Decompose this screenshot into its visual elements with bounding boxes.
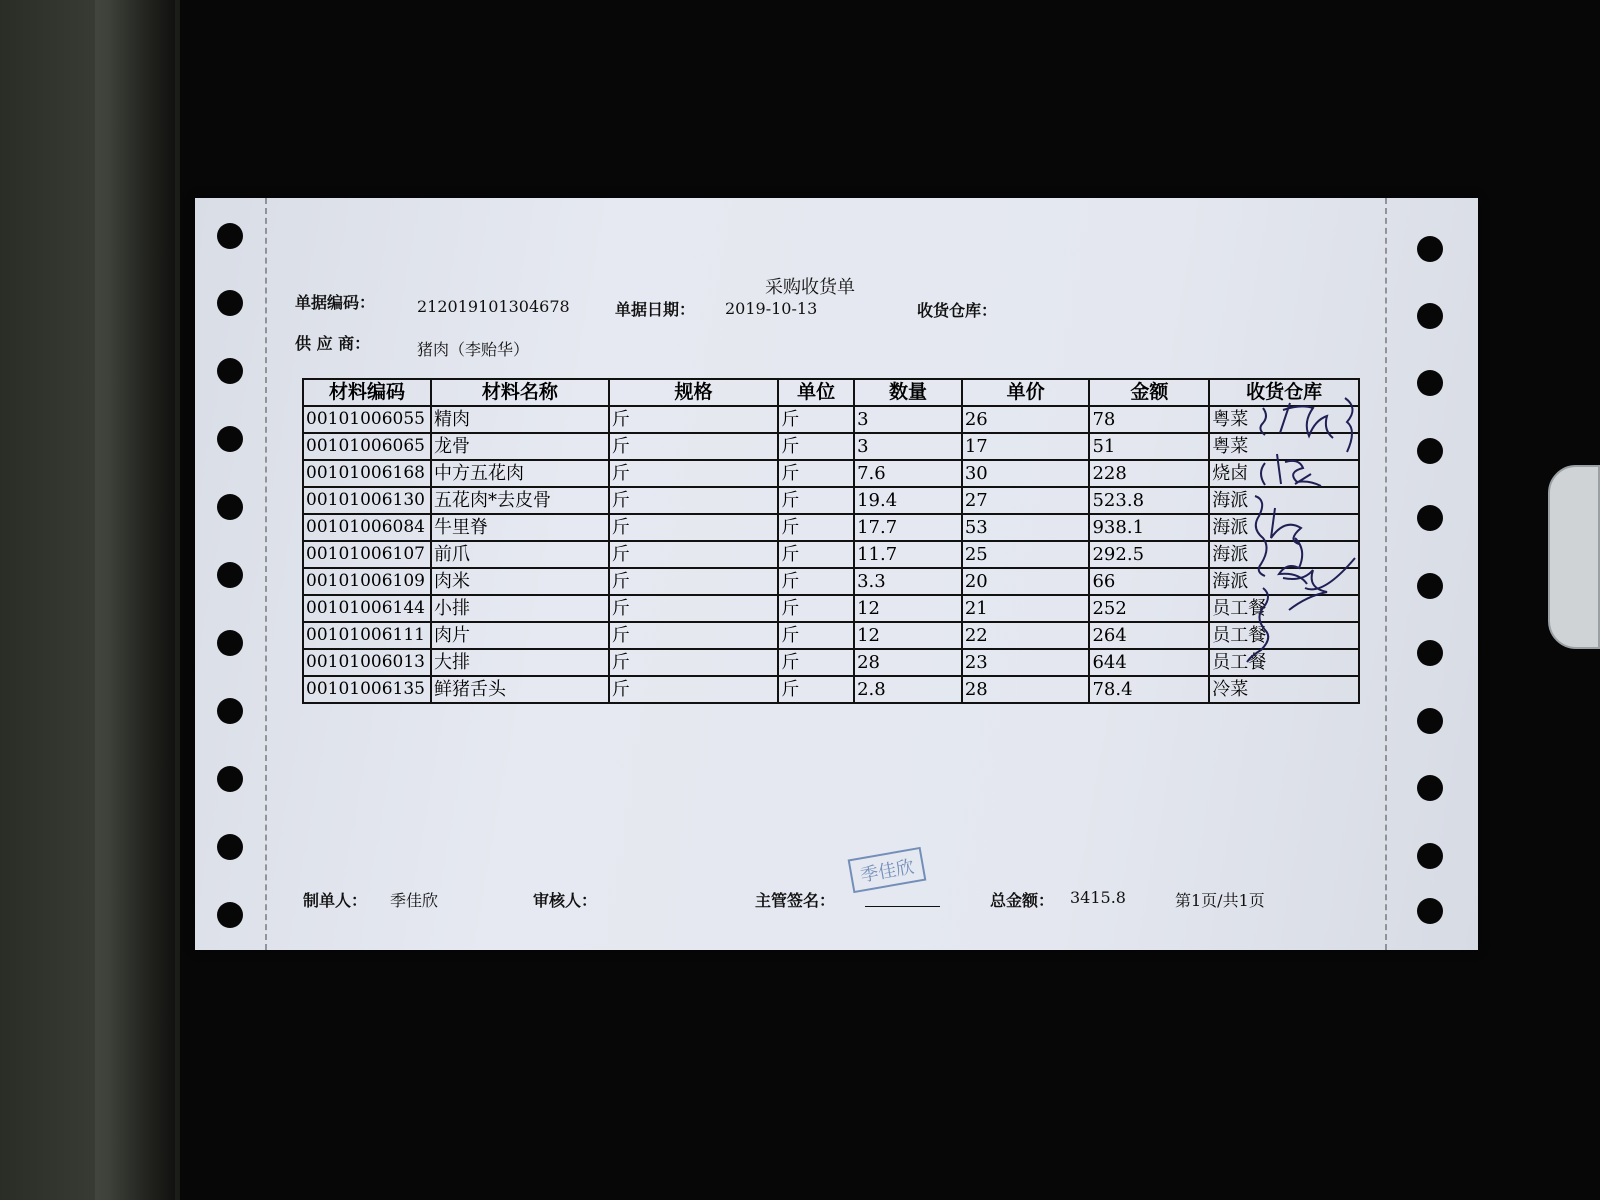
quantity-cell: 3.3 (854, 568, 962, 595)
material-name-cell: 牛里脊 (431, 514, 609, 541)
amount-cell: 523.8 (1089, 487, 1209, 514)
table-row (303, 460, 1359, 487)
table-header-row (303, 379, 1359, 406)
unit-price-cell: 17 (962, 433, 1090, 460)
material-code-cell: 00101006084 (303, 514, 431, 541)
spec-cell: 斤 (609, 406, 778, 433)
supervisor-signature-line (865, 906, 940, 907)
unit-cell: 斤 (778, 541, 854, 568)
warehouse-cell: 员工餐 (1209, 622, 1359, 649)
quantity-cell: 12 (854, 595, 962, 622)
tractor-hole (1417, 898, 1443, 924)
tractor-hole (217, 630, 243, 656)
column-header: 材料名称 (431, 379, 609, 406)
unit-price-cell: 30 (962, 460, 1090, 487)
warehouse-cell: 员工餐 (1209, 649, 1359, 676)
table-row (303, 514, 1359, 541)
phone-edge (1548, 465, 1600, 649)
tractor-hole (1417, 438, 1443, 464)
amount-cell: 66 (1089, 568, 1209, 595)
total-label: 总金额： (990, 891, 1055, 910)
items-table (302, 378, 1360, 704)
left-perforation (265, 198, 267, 950)
material-name-cell: 大排 (431, 649, 609, 676)
table-row (303, 649, 1359, 676)
tractor-hole (1417, 775, 1443, 801)
material-code-cell: 00101006144 (303, 595, 431, 622)
tractor-hole (217, 358, 243, 384)
spec-cell: 斤 (609, 595, 778, 622)
quantity-cell: 7.6 (854, 460, 962, 487)
column-header: 单价 (962, 379, 1090, 406)
unit-price-cell: 20 (962, 568, 1090, 595)
unit-price-cell: 28 (962, 676, 1090, 703)
quantity-cell: 2.8 (854, 676, 962, 703)
material-code-cell: 00101006130 (303, 487, 431, 514)
unit-cell: 斤 (778, 676, 854, 703)
tractor-hole (1417, 505, 1443, 531)
unit-cell: 斤 (778, 433, 854, 460)
unit-cell: 斤 (778, 460, 854, 487)
warehouse-label: 收货仓库： (917, 301, 998, 320)
warehouse-cell: 海派 (1209, 487, 1359, 514)
tractor-hole (217, 562, 243, 588)
table-row (303, 622, 1359, 649)
amount-cell: 51 (1089, 433, 1209, 460)
document-title: 采购收货单 (765, 277, 855, 298)
unit-price-cell: 22 (962, 622, 1090, 649)
supervisor-label: 主管签名： (755, 891, 836, 910)
material-code-cell: 00101006055 (303, 406, 431, 433)
right-perforation (1385, 198, 1387, 950)
unit-cell: 斤 (778, 406, 854, 433)
material-name-cell: 肉片 (431, 622, 609, 649)
tractor-hole (217, 902, 243, 928)
material-name-cell: 前爪 (431, 541, 609, 568)
tractor-hole (1417, 708, 1443, 734)
column-header: 金额 (1089, 379, 1209, 406)
tractor-hole (217, 223, 243, 249)
quantity-cell: 3 (854, 406, 962, 433)
page-indicator: 第1页/共1页 (1175, 891, 1265, 910)
unit-cell: 斤 (778, 514, 854, 541)
warehouse-cell: 员工餐 (1209, 595, 1359, 622)
spec-cell: 斤 (609, 622, 778, 649)
tractor-hole (217, 698, 243, 724)
tractor-hole (217, 766, 243, 792)
warehouse-cell: 海派 (1209, 514, 1359, 541)
column-header: 单位 (778, 379, 854, 406)
amount-cell: 228 (1089, 460, 1209, 487)
material-name-cell: 中方五花肉 (431, 460, 609, 487)
table-row (303, 595, 1359, 622)
tractor-hole (1417, 573, 1443, 599)
material-code-cell: 00101006168 (303, 460, 431, 487)
unit-cell: 斤 (778, 487, 854, 514)
amount-cell: 292.5 (1089, 541, 1209, 568)
tractor-hole (1417, 303, 1443, 329)
quantity-cell: 28 (854, 649, 962, 676)
table-row (303, 406, 1359, 433)
column-header: 材料编码 (303, 379, 431, 406)
desk-surface (0, 0, 180, 1200)
supplier-value: 猪肉（李贻华） (417, 340, 530, 359)
material-name-cell: 鲜猪舌头 (431, 676, 609, 703)
spec-cell: 斤 (609, 487, 778, 514)
unit-price-cell: 25 (962, 541, 1090, 568)
tractor-hole (1417, 370, 1443, 396)
doc-no-value: 212019101304678 (417, 297, 570, 316)
amount-cell: 264 (1089, 622, 1209, 649)
unit-cell: 斤 (778, 649, 854, 676)
column-header: 收货仓库 (1209, 379, 1359, 406)
receipt-paper (195, 198, 1478, 950)
tractor-hole (217, 834, 243, 860)
unit-price-cell: 21 (962, 595, 1090, 622)
handwritten-annotations (1235, 388, 1385, 688)
warehouse-cell: 粤菜 (1209, 406, 1359, 433)
spec-cell: 斤 (609, 541, 778, 568)
material-code-cell: 00101006065 (303, 433, 431, 460)
amount-cell: 78 (1089, 406, 1209, 433)
column-header: 规格 (609, 379, 778, 406)
date-label: 单据日期： (615, 300, 696, 319)
quantity-cell: 11.7 (854, 541, 962, 568)
material-code-cell: 00101006109 (303, 568, 431, 595)
spec-cell: 斤 (609, 514, 778, 541)
spec-cell: 斤 (609, 460, 778, 487)
material-name-cell: 五花肉*去皮骨 (431, 487, 609, 514)
table-row (303, 676, 1359, 703)
unit-cell: 斤 (778, 622, 854, 649)
spec-cell: 斤 (609, 568, 778, 595)
material-code-cell: 00101006107 (303, 541, 431, 568)
table-row (303, 541, 1359, 568)
warehouse-cell: 粤菜 (1209, 433, 1359, 460)
maker-label: 制单人： (303, 891, 368, 910)
unit-cell: 斤 (778, 595, 854, 622)
material-name-cell: 精肉 (431, 406, 609, 433)
spec-cell: 斤 (609, 649, 778, 676)
amount-cell: 78.4 (1089, 676, 1209, 703)
table-row (303, 433, 1359, 460)
unit-price-cell: 27 (962, 487, 1090, 514)
warehouse-cell: 海派 (1209, 541, 1359, 568)
spec-cell: 斤 (609, 433, 778, 460)
tractor-hole (217, 494, 243, 520)
material-name-cell: 肉米 (431, 568, 609, 595)
material-code-cell: 00101006111 (303, 622, 431, 649)
amount-cell: 644 (1089, 649, 1209, 676)
tractor-hole (1417, 640, 1443, 666)
quantity-cell: 17.7 (854, 514, 962, 541)
quantity-cell: 3 (854, 433, 962, 460)
table-row (303, 568, 1359, 595)
tractor-hole (217, 290, 243, 316)
reviewer-label: 审核人： (533, 891, 598, 910)
tractor-hole (1417, 236, 1443, 262)
amount-cell: 938.1 (1089, 514, 1209, 541)
warehouse-cell: 烧卤 (1209, 460, 1359, 487)
warehouse-cell: 冷菜 (1209, 676, 1359, 703)
name-stamp: 季佳欣 (848, 847, 927, 893)
doc-no-label: 单据编码： (295, 293, 376, 312)
unit-price-cell: 26 (962, 406, 1090, 433)
unit-price-cell: 53 (962, 514, 1090, 541)
material-code-cell: 00101006135 (303, 676, 431, 703)
supplier-label: 供 应 商： (295, 334, 371, 353)
material-name-cell: 龙骨 (431, 433, 609, 460)
maker-value: 季佳欣 (390, 891, 439, 910)
material-name-cell: 小排 (431, 595, 609, 622)
tractor-hole (1417, 843, 1443, 869)
warehouse-cell: 海派 (1209, 568, 1359, 595)
tractor-hole (217, 426, 243, 452)
quantity-cell: 19.4 (854, 487, 962, 514)
date-value: 2019-10-13 (725, 299, 818, 318)
material-code-cell: 00101006013 (303, 649, 431, 676)
unit-cell: 斤 (778, 568, 854, 595)
spec-cell: 斤 (609, 676, 778, 703)
table-row (303, 487, 1359, 514)
total-value: 3415.8 (1070, 888, 1126, 907)
quantity-cell: 12 (854, 622, 962, 649)
column-header: 数量 (854, 379, 962, 406)
amount-cell: 252 (1089, 595, 1209, 622)
unit-price-cell: 23 (962, 649, 1090, 676)
